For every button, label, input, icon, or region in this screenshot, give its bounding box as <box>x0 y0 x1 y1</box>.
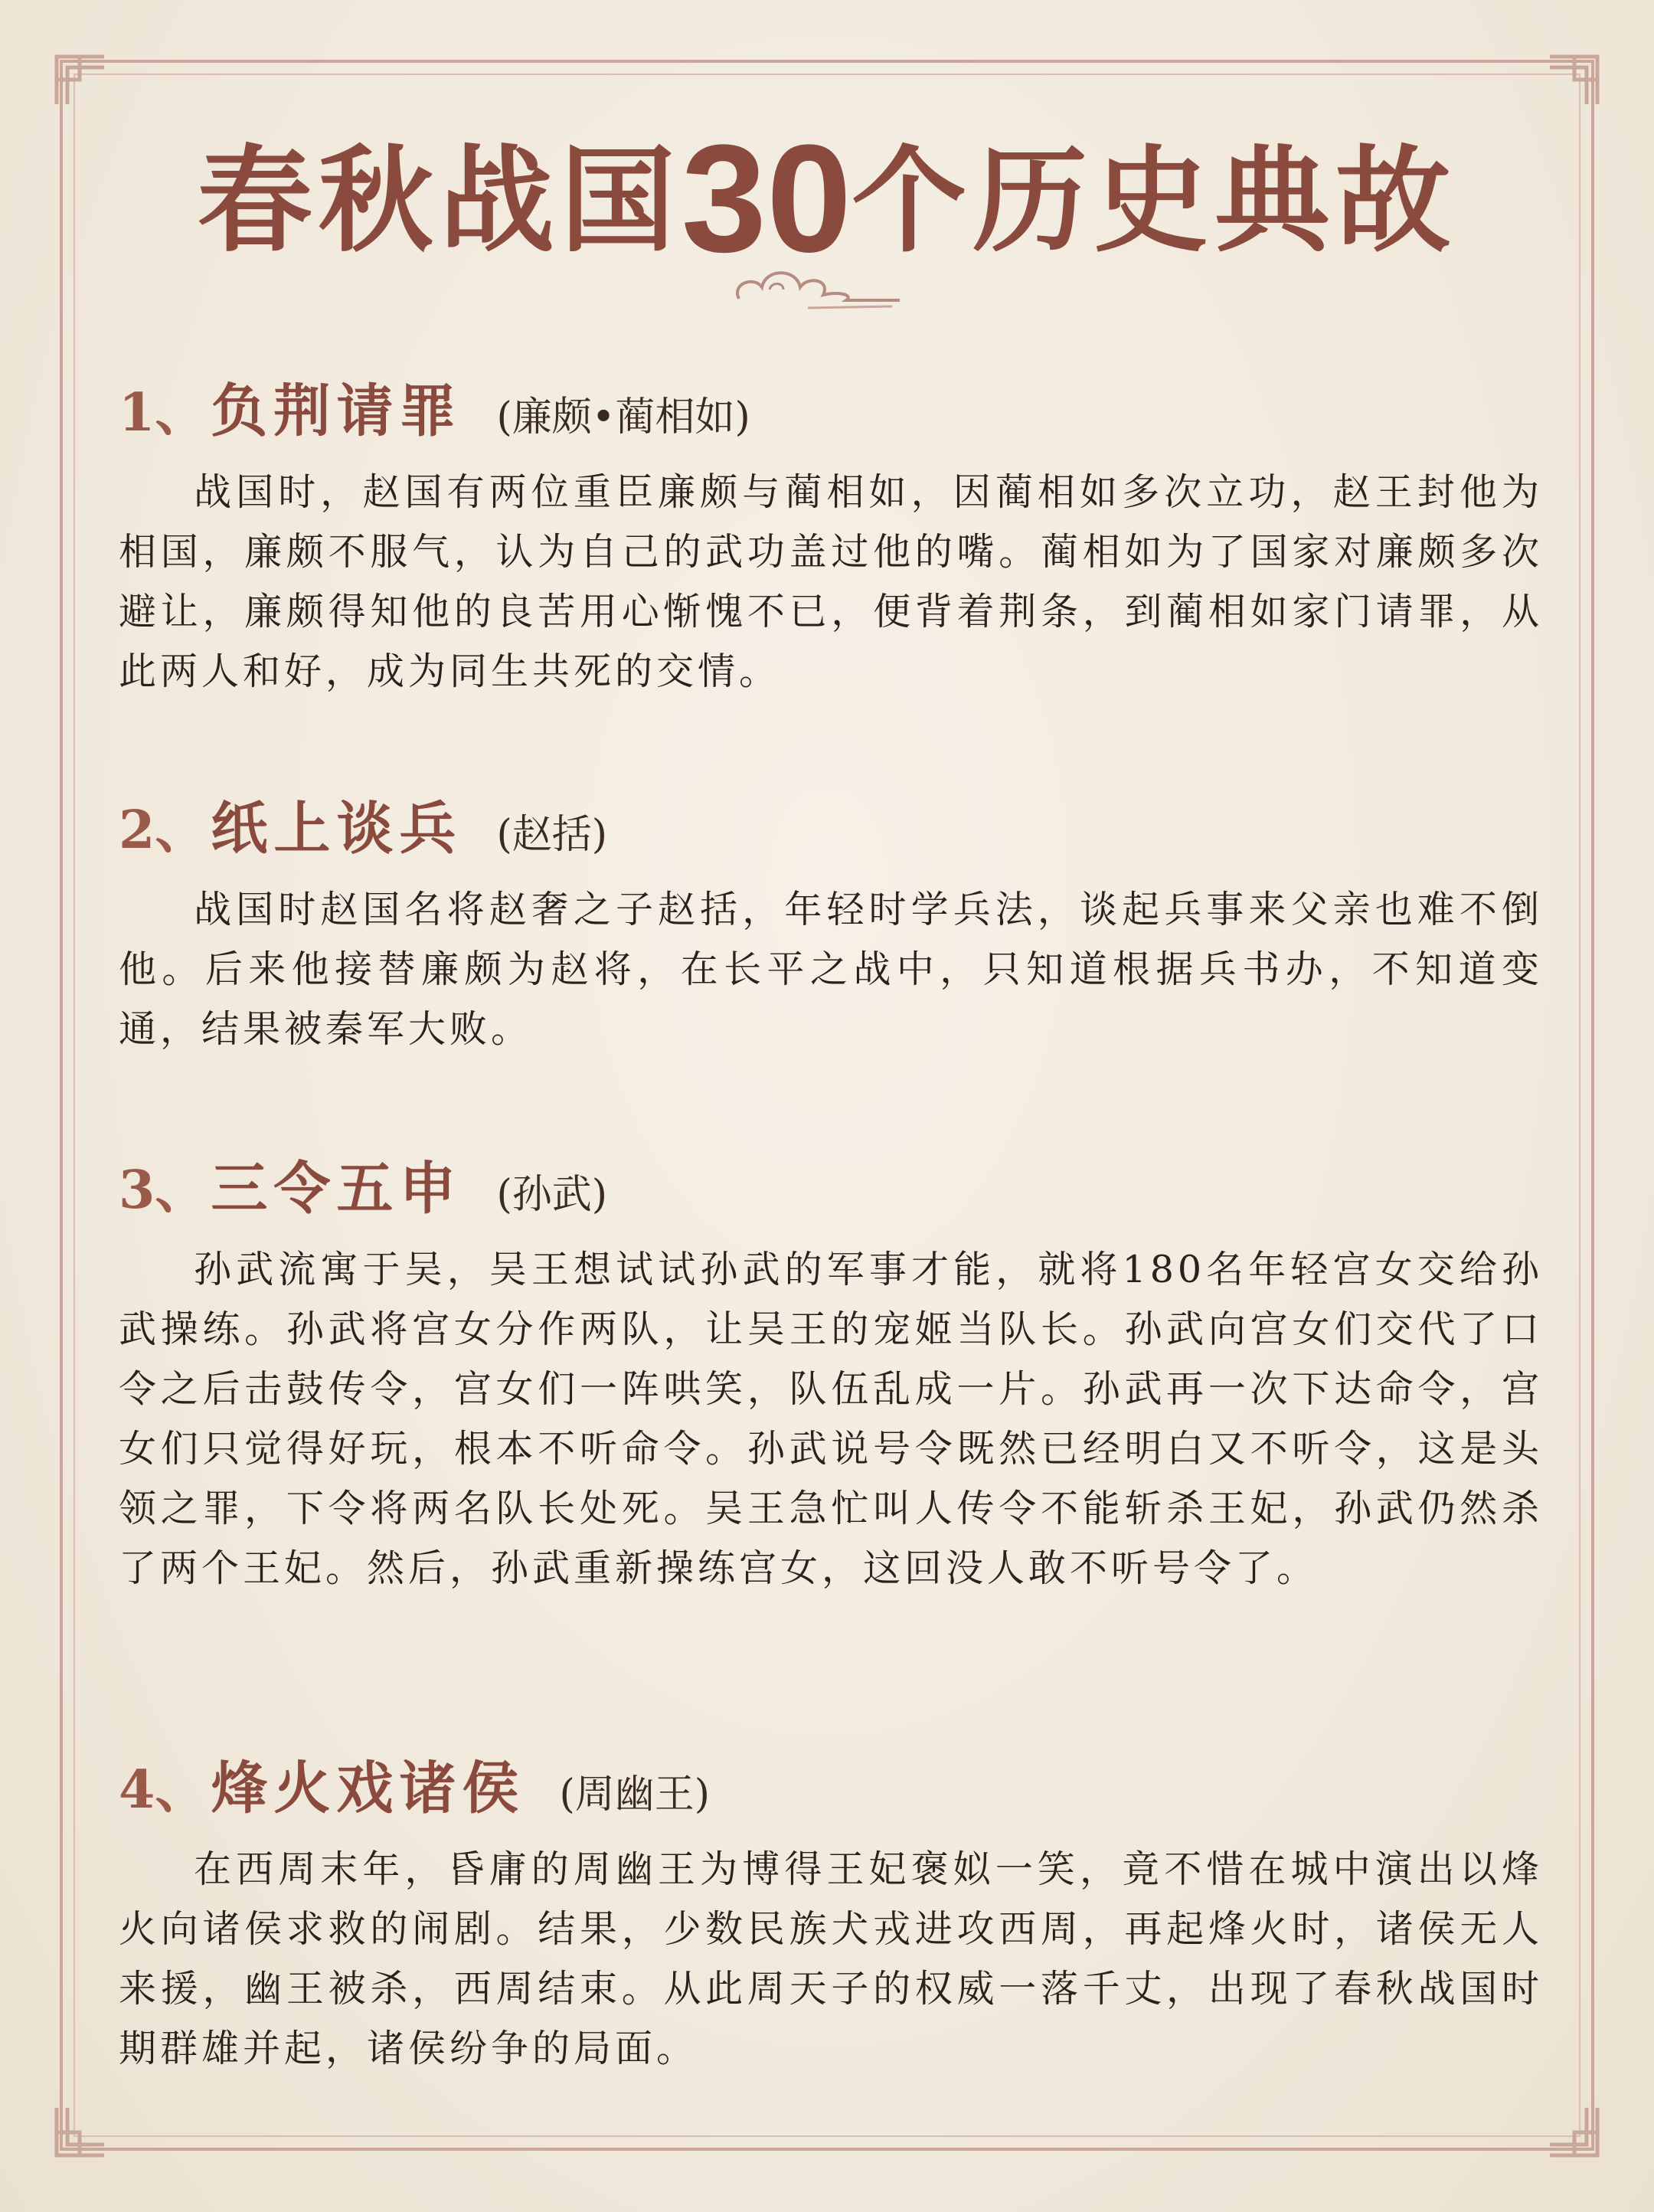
section-person: (赵括) <box>496 812 608 858</box>
story-section-1 <box>119 378 1543 702</box>
section-title: 负荆请罪 <box>211 378 463 444</box>
section-person: (孙武) <box>496 1172 608 1218</box>
corner-ornament-icon <box>1547 54 1600 107</box>
section-number: 3、 <box>119 1160 208 1221</box>
corner-ornament-icon <box>1547 2105 1600 2158</box>
corner-ornament-icon <box>54 2105 107 2158</box>
section-heading <box>119 796 1543 862</box>
section-title: 三令五申 <box>211 1156 463 1222</box>
section-heading <box>119 378 1543 444</box>
section-number: 4、 <box>119 1759 208 1821</box>
section-body: 战国时，赵国有两位重臣廉颇与蔺相如，因蔺相如多次立功，赵王封他为相国，廉颇不服气，认为自己的武功盖过他的嘴。蔺相如为了国家对廉颇多次避让，廉颇得知他的良苦用心惭愧不已，便背着荆条，到蔺相如家门请罪，从此两人和好，成为同生共死的交情。 <box>119 470 1543 693</box>
title-suffix: 个历史典故 <box>852 133 1457 268</box>
story-section-4 <box>119 1756 1543 2079</box>
section-title: 烽火戏诸侯 <box>211 1756 525 1821</box>
section-body: 在西周末年，昏庸的周幽王为博得王妃褒姒一笑，竟不惜在城中演出以烽火向诸侯求救的闹剧。结果，少数民族犬戎进攻西周，再起烽火时，诸侯无人来援，幽王被杀，西周结束。从此周天子的权威一落千丈，出现了春秋战国时期群雄并起，诸侯纷争的局面。 <box>119 1847 1543 2070</box>
section-person: (周幽王) <box>559 1772 711 1818</box>
story-section-3 <box>119 1156 1543 1598</box>
section-number: 1、 <box>119 382 208 443</box>
section-heading <box>119 1756 1543 1821</box>
section-person: (廉颇•蔺相如) <box>496 394 750 440</box>
section-body: 孙武流寓于吴，吴王想试试孙武的军事才能，就将180名年轻宫女交给孙武操练。孙武将宫女分作两队，让吴王的宠姬当队长。孙武向宫女们交代了口令之后击鼓传令，宫女们一阵哄笑，队伍乱成一片。孙武再一次下达命令，宫女们只觉得好玩，根本不听命令。孙武说号令既然已经明白又不听令，这是头领之罪，下令将两名队长处死。吴王急忙叫人传令不能斩杀王妃，孙武仍然杀了两个王妃。然后，孙武重新操练宫女，这回没人敢不听号令了。 <box>119 1248 1543 1590</box>
story-section-2 <box>119 796 1543 1059</box>
corner-ornament-icon <box>54 54 107 107</box>
title-number: 30 <box>681 113 852 284</box>
section-title: 纸上谈兵 <box>211 796 463 862</box>
section-body: 战国时赵国名将赵奢之子赵括，年轻时学兵法，谈起兵事来父亲也难不倒他。后来他接替廉颇为赵将，在长平之战中，只知道根据兵书办，不知道变通，结果被秦军大败。 <box>119 888 1543 1051</box>
title-prefix: 春秋战国 <box>197 133 682 268</box>
section-heading <box>119 1156 1543 1222</box>
section-number: 2、 <box>119 800 208 861</box>
cloud-ornament-icon <box>724 253 907 314</box>
